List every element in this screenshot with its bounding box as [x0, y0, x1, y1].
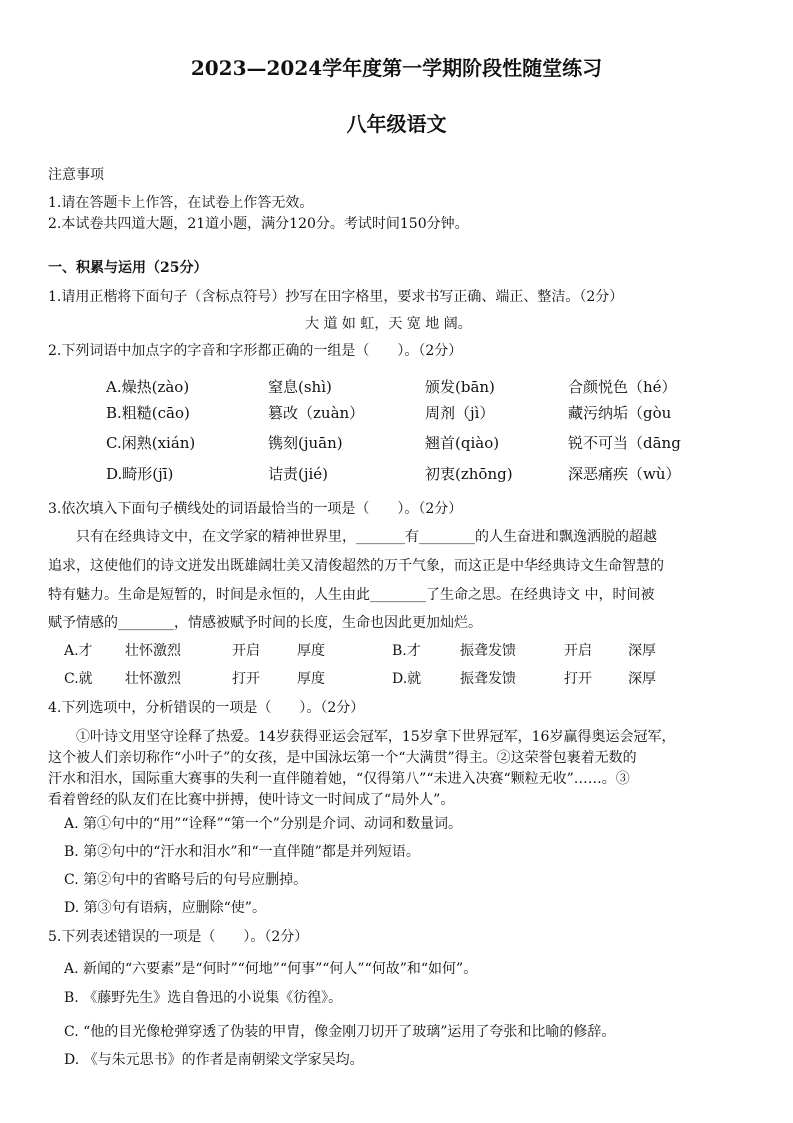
- q5-option: C. “他的目光像枪弹穿透了伪装的甲胄，像金刚刀切开了玻璃”运用了夸张和比喻的修辞。: [64, 1024, 616, 1040]
- q5-option: A. 新闻的“六要素”是“何时”“何地”“何事”“何人”“何故”和“如何”。: [64, 961, 478, 977]
- q3-option-cell: 深厚: [628, 643, 656, 659]
- q2-option-cell: 锐不可当（dāng: [568, 434, 681, 452]
- q2-option-cell: 诘责(jié): [268, 465, 329, 483]
- q3-option-cell: 壮怀激烈: [125, 671, 181, 687]
- q3-option-cell: D.就: [392, 671, 422, 687]
- q2-option-cell: 合颜悦色（hé）: [568, 378, 677, 396]
- notice-item: 1.请在答题卡上作答，在试卷上作答无效。: [48, 195, 314, 211]
- q4-para-line: 看着曾经的队友们在比赛中拼搏，使叶诗文一时间成了“局外人”。: [48, 792, 455, 808]
- q5-stem: 5.下列表述错误的一项是（ ）。（2分）: [48, 929, 309, 945]
- q2-option-cell: 周剂（jì）: [425, 404, 495, 422]
- q1-sentence: 大 道 如 虹，天 宽 地 阔。: [305, 316, 472, 332]
- q3-para-line: 追求，这使他们的诗文迸发出既雄阔壮美又清俊超然的万千气象，而这正是中华经典诗文生命智慧的: [48, 558, 664, 574]
- q3-para-line: 特有魅力。生命是短暂的，时间是永恒的，人生由此________了生命之思。在经典诗文 中，时间被: [48, 587, 655, 603]
- q4-para-line: ①叶诗文用坚守诠释了热爱。14岁获得亚运会冠军，15岁拿下世界冠军，16岁赢得奥运会冠军，: [48, 729, 676, 745]
- q5-option: D. 《与朱元思书》的作者是南朝梁文学家吴均。: [64, 1052, 364, 1068]
- q2-option-cell: 藏污纳垢（gòu: [568, 404, 672, 422]
- q3-option-cell: A.才: [64, 643, 93, 659]
- q3-option-cell: 厚度: [297, 671, 325, 687]
- q2-option-cell: A.燥热(zào): [106, 378, 190, 396]
- page-subtitle: 八年级语文: [346, 112, 447, 136]
- q3-para-line: 赋予情感的________，情感被赋予时间的长度，生命也因此更加灿烂。: [48, 615, 482, 631]
- q2-option-cell: 深恶痛疾（wù）: [568, 465, 681, 483]
- q3-para-line: 只有在经典诗文中，在文学家的精神世界里，_______有________的人生奋进和飘逸洒脱的超越: [48, 529, 657, 545]
- q3-option-cell: 打开: [232, 671, 260, 687]
- q4-option: C. 第②句中的省略号后的句号应删掉。: [64, 872, 308, 888]
- q3-option-cell: 壮怀激烈: [125, 643, 181, 659]
- q4-option: A. 第①句中的“用”“诠释”“第一个”分别是介词、动词和数量词。: [64, 816, 462, 832]
- q4-para-line: 这个被人们亲切称作“小叶子”的女孩，是中国泳坛第一个“大满贯”得主。②这荣誉包裹着无数的: [48, 750, 637, 766]
- q2-option-cell: 颁发(bān): [425, 378, 495, 396]
- q3-stem: 3.依次填入下面句子横线处的词语最恰当的一项是（ ）。（2分）: [48, 501, 463, 517]
- q3-option-cell: 开启: [232, 643, 260, 659]
- page-title: 2023—2024学年度第一学期阶段性随堂练习: [190, 56, 603, 80]
- q1-stem: 1.请用正楷将下面句子（含标点符号）抄写在田字格里，要求书写正确、端正、整洁。（2分）: [48, 289, 624, 305]
- q2-stem: 2.下列词语中加点字的字音和字形都正确的一组是（ ）。（2分）: [48, 343, 463, 359]
- q3-option-cell: 振聋发馈: [460, 671, 516, 687]
- q4-option: B. 第②句中的“汗水和泪水”和“一直伴随”都是并列短语。: [64, 844, 420, 860]
- q4-para-line: 汗水和泪水，国际重大赛事的失利一直伴随着她，“仅得第八”“未进入决赛“颗粒无收”……。③: [48, 771, 630, 787]
- q3-option-cell: B.才: [392, 643, 421, 659]
- q3-option-cell: 开启: [564, 643, 592, 659]
- q2-option-cell: 篡改（zuàn）: [268, 404, 365, 422]
- q5-option: B. 《藤野先生》选自鲁迅的小说集《彷徨》。: [64, 990, 343, 1006]
- q2-option-cell: 初衷(zhōng): [425, 465, 513, 483]
- q2-option-cell: D.畸形(jī): [106, 465, 174, 483]
- q2-option-cell: 镌刻(juān): [268, 434, 343, 452]
- q2-option-cell: C.闲熟(xián): [106, 434, 196, 452]
- q3-option-cell: 振聋发馈: [460, 643, 516, 659]
- q4-option: D. 第③句有语病，应删除“使”。: [64, 900, 266, 916]
- section-heading: 一、积累与运用（25分）: [48, 260, 208, 276]
- q3-option-cell: 厚度: [297, 643, 325, 659]
- q2-option-cell: 翘首(qiào): [425, 434, 500, 452]
- q3-option-cell: 打开: [564, 671, 592, 687]
- q3-option-cell: 深厚: [628, 671, 656, 687]
- notice-item: 2.本试卷共四道大题，21道小题，满分120分。考试时间150分钟。: [48, 216, 469, 232]
- q3-option-cell: C.就: [64, 671, 93, 687]
- q4-stem: 4.下列选项中，分析错误的一项是（ ）。（2分）: [48, 700, 365, 716]
- q2-option-cell: B.粗糙(cāo): [106, 404, 190, 422]
- notice-heading: 注意事项: [48, 167, 104, 183]
- q2-option-cell: 窒息(shì): [268, 378, 332, 396]
